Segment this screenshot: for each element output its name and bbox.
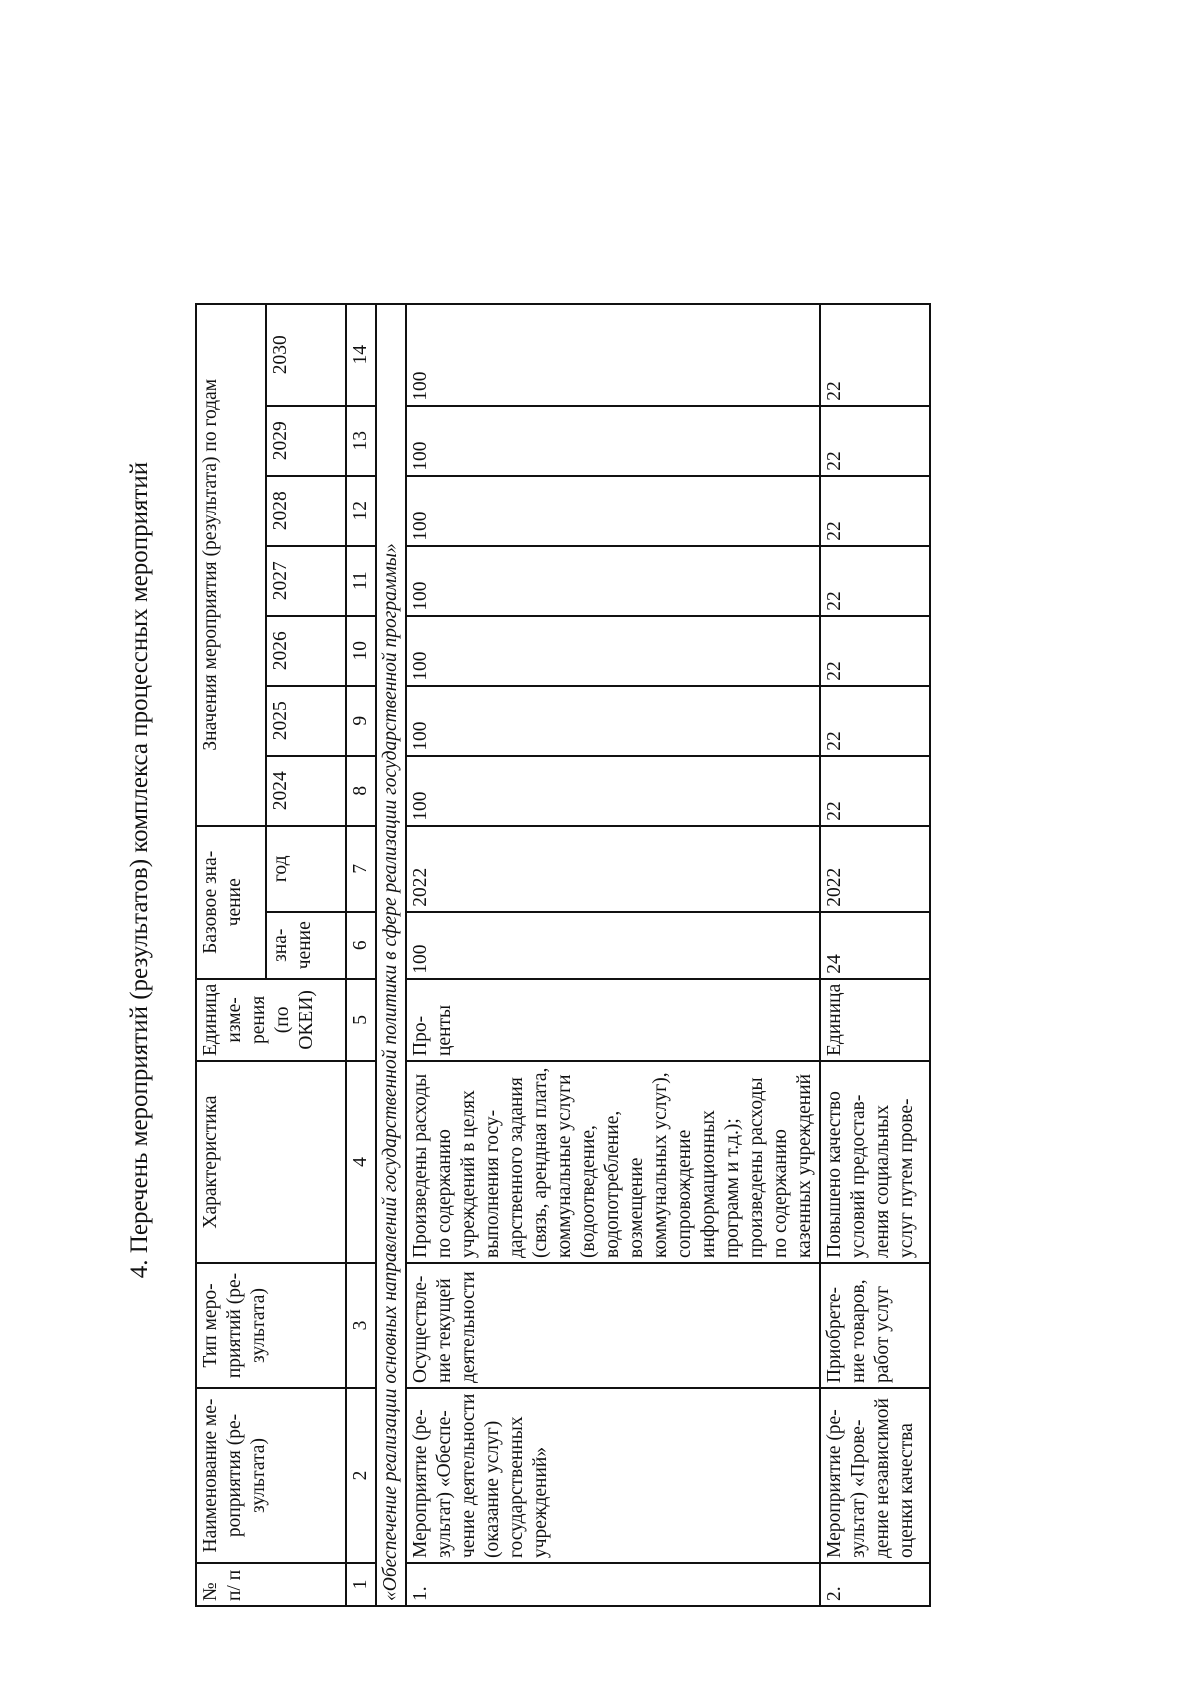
header-base-value: значение (266, 912, 346, 979)
column-number: 13 (346, 406, 376, 476)
row-value: 100 (406, 756, 820, 826)
page-title: 4. Перечень мероприятий (результатов) комплекса процессных мероприятий (126, 461, 153, 1279)
row-value: 100 (406, 406, 820, 476)
row-value: 22 (820, 406, 930, 476)
header-values-by-year: Значения мероприятия (результата) по годам (196, 304, 266, 826)
row-base-year: 2022 (820, 826, 930, 912)
header-year: 2026 (266, 616, 346, 686)
row-base-year: 2022 (406, 826, 820, 912)
column-number: 5 (346, 979, 376, 1061)
row-num: 1. (406, 1563, 820, 1606)
row-value: 100 (406, 546, 820, 616)
row-unit: Единица (820, 979, 930, 1061)
column-number: 9 (346, 686, 376, 756)
row-num: 2. (820, 1563, 930, 1606)
row-name: Мероприятие (результат) «Проведение независимой оценки качества (820, 1388, 930, 1563)
row-value: 100 (406, 304, 820, 406)
section-title: «Обеспечение реализации основных направлений государственной политики в сфере реализации государственной программы» (376, 304, 406, 1606)
header-num: № п/ п (196, 1563, 346, 1606)
row-value: 22 (820, 304, 930, 406)
column-number: 10 (346, 616, 376, 686)
header-unit: Единица измерения (по ОКЕИ) (196, 979, 346, 1061)
header-name: Наименование мероприятия (результата) (196, 1388, 346, 1563)
column-number: 7 (346, 826, 376, 912)
column-number: 14 (346, 304, 376, 406)
row-value: 100 (406, 686, 820, 756)
row-value: 22 (820, 616, 930, 686)
header-year: 2030 (266, 304, 346, 406)
row-characteristic: Повышено качество условий предоставления социальных услуг путем прове- (820, 1061, 930, 1263)
section-row (376, 304, 406, 1606)
column-number: 11 (346, 546, 376, 616)
header-year: 2025 (266, 686, 346, 756)
column-number: 8 (346, 756, 376, 826)
table-row (820, 304, 930, 1606)
header-year: 2027 (266, 546, 346, 616)
column-number: 3 (346, 1263, 376, 1388)
column-number: 2 (346, 1388, 376, 1563)
row-value: 22 (820, 476, 930, 546)
row-value: 22 (820, 546, 930, 616)
row-value: 100 (406, 476, 820, 546)
row-value: 22 (820, 686, 930, 756)
activities-table (195, 303, 931, 1607)
row-value: 22 (820, 756, 930, 826)
row-base-value: 100 (406, 912, 820, 979)
column-number-row (346, 304, 376, 1606)
row-type: Приобретение товаров, работ услуг (820, 1263, 930, 1388)
column-number: 1 (346, 1563, 376, 1606)
row-unit: Проценты (406, 979, 820, 1061)
header-base-year: год (266, 826, 346, 912)
row-value: 100 (406, 616, 820, 686)
header-base: Базовое значение (196, 826, 266, 979)
column-number: 4 (346, 1061, 376, 1263)
row-name: Мероприятие (результат) «Обеспечение деятельности (оказание услуг) государственных учреждений» (406, 1388, 820, 1563)
row-base-value: 24 (820, 912, 930, 979)
table-row (406, 304, 820, 1606)
header-year: 2024 (266, 756, 346, 826)
header-year: 2028 (266, 476, 346, 546)
header-characteristic: Характеристика (196, 1061, 346, 1263)
column-number: 6 (346, 912, 376, 979)
header-type: Тип мероприятий (результата) (196, 1263, 346, 1388)
row-type: Осуществление текущей деятельности (406, 1263, 820, 1388)
row-characteristic: Произведены расходы по содержанию учреждений в целях выполнения государственного задания (связь, арендная плата, коммунальные услуги (водоотведение, водопотребление, возмещение коммунальных услуг), сопровождение информационных программ и т.д.); произведены расходы по содержанию казенных учреждений (406, 1061, 820, 1263)
rotated-document-page (125, 95, 1085, 1645)
column-number: 12 (346, 476, 376, 546)
header-year: 2029 (266, 406, 346, 476)
